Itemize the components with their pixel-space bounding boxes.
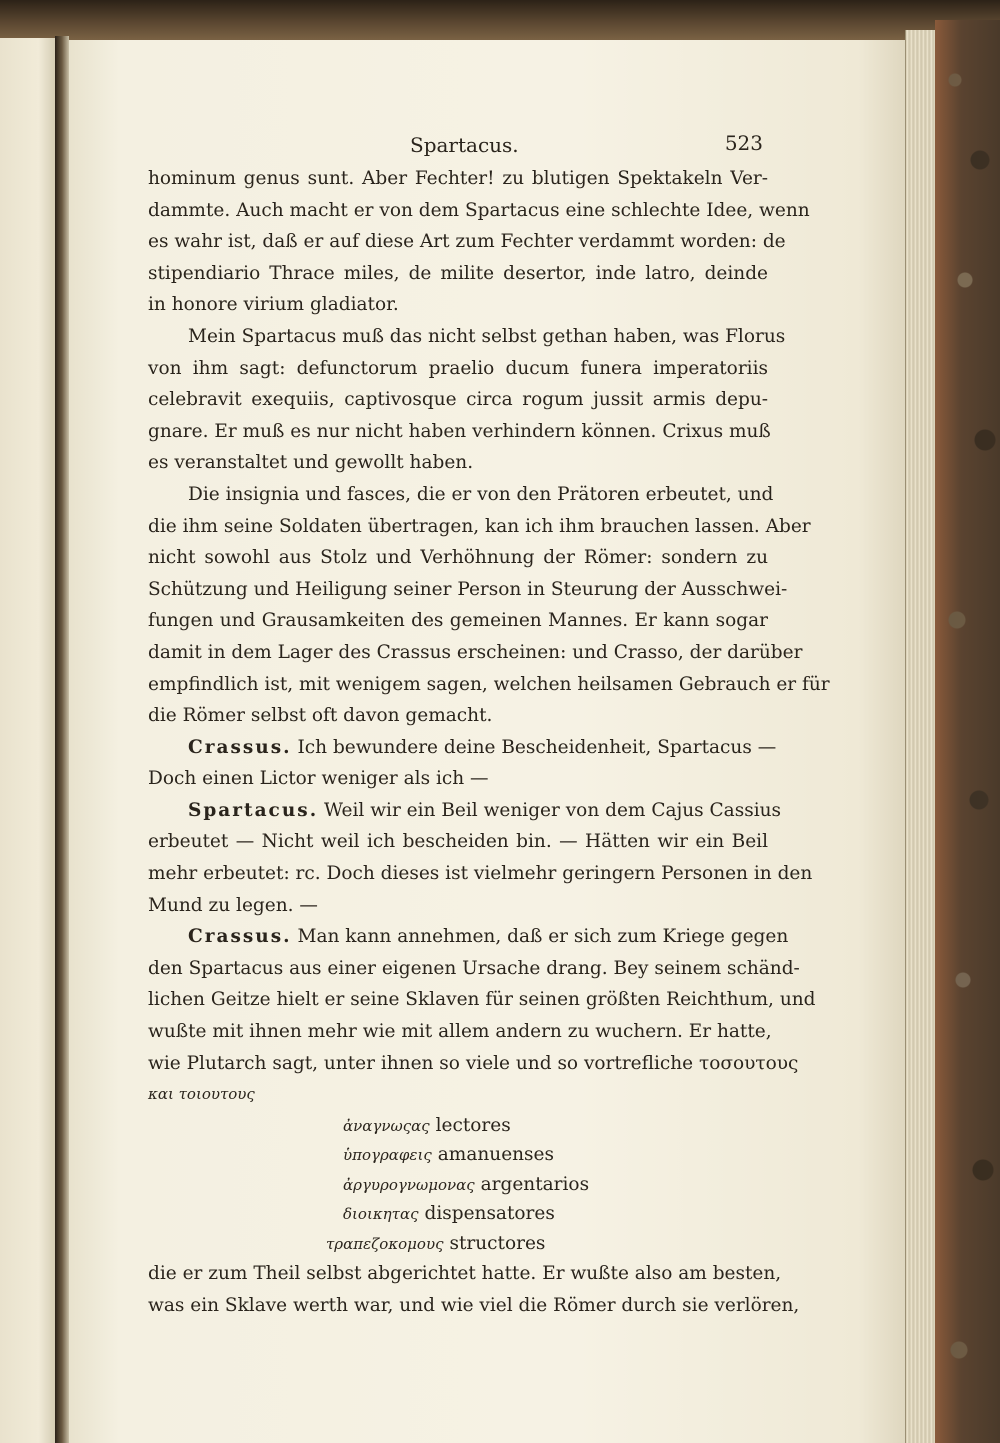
greek-term: διοικητας [343,1205,419,1224]
text-line: die ihm seine Soldaten übertragen, kan ich ihm brauchen lassen. Aber [148,515,811,537]
text-line: Schützung und Heiligung seiner Person in Steurung der Ausschwei- [148,578,788,600]
dialogue-text: Ich bewundere deine Bescheidenheit, Spartacus — [297,736,777,758]
glossary-row [148,1111,768,1141]
greek-term: ὑπογραφεις [343,1146,432,1165]
dialogue-text: Man kann annehmen, daß er sich zum Kriege gegen [297,926,789,948]
greek-term: ἀναγνωςας [343,1116,430,1135]
greek-line: και τοιουτους [148,1085,255,1104]
scan-top-edge [0,0,1000,40]
glossary-row [148,1170,768,1200]
running-head: Spartacus. [410,133,519,157]
text-line: Mein Spartacus muß das nicht selbst gethan haben, was Florus [188,325,786,347]
greek-term: τραπεζοκομους [326,1234,444,1253]
speaker-name: Crassus. [188,736,292,758]
glossary-row [148,1229,768,1259]
dialogue-line [148,732,777,764]
speaker-name: Spartacus. [188,799,319,821]
speaker-name: Crassus. [188,926,292,948]
text-line: es wahr ist, daß er auf diese Art zum Fechter verdammt worden: de [148,231,786,253]
latin-term: amanuenses [437,1144,554,1166]
text-line: celebravit exequiis, captivosque circa rogum jussit armis depu- [148,389,768,411]
text-line: empfindlich ist, mit wenigem sagen, welchen heilsamen Gebrauch er für [148,673,830,695]
text-line: hominum genus sunt. Aber Fechter! zu blutigen Spektakeln Ver- [148,168,768,189]
facing-page [0,38,57,1443]
text-line: gnare. Er muß es nur nicht haben verhindern können. Crixus muß [148,420,771,442]
glossary-row [148,1140,768,1170]
text-line: was ein Sklave werth war, und wie viel die Römer durch sie verlören, [148,1294,800,1316]
book-gutter [55,36,69,1443]
page-header [148,133,768,163]
text-line: stipendiario Thrace miles, de milite desertor, inde latro, deinde [148,262,768,284]
latin-term: structores [449,1232,546,1254]
marbled-cover [935,20,1000,1443]
dialogue-line: lichen Geitze hielt er seine Sklaven für seinen größten Reichthum, und [148,989,816,1011]
dialogue-line: mehr erbeutet: rc. Doch dieses ist vielmehr geringern Personen in den [148,863,813,885]
latin-term: argentarios [480,1173,590,1195]
dialogue-line: Doch einen Lictor weniger als ich — [148,768,489,790]
text-line: die Römer selbst oft davon gemacht. [148,705,493,727]
greek-term: ἀργυρογνωμονας [343,1175,475,1194]
glossary-row [148,1199,768,1229]
text-block [148,131,830,1322]
latin-term: lectores [435,1114,511,1136]
dialogue-line: wie Plutarch sagt, unter ihnen so viele und so vortrefliche τοσουτους [148,1052,799,1074]
text-line: dammte. Auch macht er von dem Spartacus eine schlechte Idee, wenn [148,199,810,221]
text-line: fungen und Grausamkeiten des gemeinen Mannes. Er kann sogar [148,610,768,632]
text-line: damit in dem Lager des Crassus erscheinen: und Crasso, der darüber [148,641,803,663]
text-line: die er zum Theil selbst abgerichtet hatte. Er wußte also am besten, [148,1263,782,1285]
dialogue-line: den Spartacus aus einer eigenen Ursache drang. Bey seinem schänd- [148,957,800,979]
dialogue-line: erbeutet — Nicht weil ich bescheiden bin. — Hätten wir ein Beil [148,831,768,853]
text-line: nicht sowohl aus Stolz und Verhöhnung der Römer: sondern zu [148,547,768,569]
page-edges [905,30,936,1443]
dialogue-line: Mund zu legen. — [148,894,318,916]
latin-term: dispensatores [424,1203,555,1225]
text-line: Die insignia und fasces, die er von den Prätoren erbeutet, und [188,483,774,505]
text-line: es veranstaltet und gewollt haben. [148,452,474,474]
page-number: 523 [724,131,763,155]
dialogue-text: Weil wir ein Beil weniger von dem Cajus Cassius [324,799,782,821]
dialogue-line: wußte mit ihnen mehr wie mit allem andern zu wuchern. Er hatte, [148,1021,772,1043]
dialogue-line [148,795,782,827]
text-line: in honore virium gladiator. [148,294,399,316]
dialogue-line [148,921,789,953]
text-line: von ihm sagt: defunctorum praelio ducum funera imperatoriis [148,357,768,379]
